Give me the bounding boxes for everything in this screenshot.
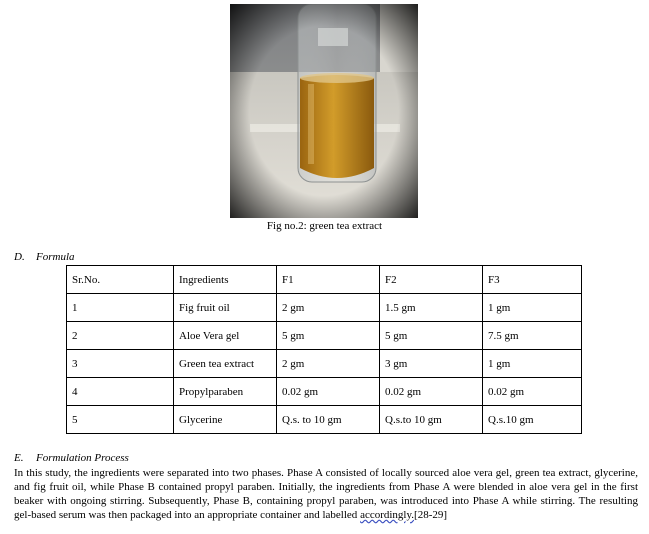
table-cell: Fig fruit oil (174, 294, 277, 322)
paragraph-text: In this study, the ingredients were separated into two phases. Phase A consisted of locally sourced aloe vera gel, green tea extract, glycerine, and fig fruit oil, while Phase B contained propyl paraben. Initially, the ingredients from Phase A were blended in aloe vera gel in the first beaker with ongoing stirring. Subsequently, Phase B, containing propyl paraben, was introduced into Phase A while stirring. The resulting gel-based serum was then packaged into an appropriate container and labelled (14, 467, 638, 521)
table-header-row (67, 266, 582, 294)
table-row (67, 350, 582, 378)
formulation-process-paragraph (14, 466, 638, 522)
header-cell: Sr.No. (67, 266, 174, 294)
spellcheck-marked-word: accordingly. (360, 509, 415, 521)
table-cell: 0.02 gm (277, 378, 380, 406)
table-row (67, 294, 582, 322)
table-cell: Green tea extract (174, 350, 277, 378)
table-cell: 5 (67, 406, 174, 434)
figure-caption: Fig no.2: green tea extract (266, 220, 383, 232)
header-cell: F3 (483, 266, 582, 294)
formula-table (66, 265, 582, 434)
table-cell: 1.5 gm (380, 294, 483, 322)
table-cell: 1 gm (483, 294, 582, 322)
section-d-title: Formula (36, 251, 75, 263)
table-cell: 3 (67, 350, 174, 378)
section-d-heading (14, 251, 75, 264)
header-cell: Ingredients (174, 266, 277, 294)
table-cell: 2 (67, 322, 174, 350)
table-row (67, 322, 582, 350)
green-tea-extract-photo (230, 4, 418, 218)
table-cell: 2 gm (277, 350, 380, 378)
table-cell: Q.s. to 10 gm (277, 406, 380, 434)
section-d-number: D. (14, 251, 25, 263)
header-cell: F1 (277, 266, 380, 294)
table-cell: Propylparaben (174, 378, 277, 406)
section-e-heading (14, 452, 129, 465)
table-row (67, 378, 582, 406)
table-cell: 5 gm (380, 322, 483, 350)
table-cell: Q.s.to 10 gm (380, 406, 483, 434)
table-cell: 2 gm (277, 294, 380, 322)
header-cell: F2 (380, 266, 483, 294)
jar-photo-illustration (230, 4, 418, 218)
table-cell: 0.02 gm (380, 378, 483, 406)
table-cell: 1 gm (483, 350, 582, 378)
table-cell: 7.5 gm (483, 322, 582, 350)
table-cell: 3 gm (380, 350, 483, 378)
table-row (67, 406, 582, 434)
table-cell: 5 gm (277, 322, 380, 350)
table-cell: Aloe Vera gel (174, 322, 277, 350)
section-e-title: Formulation Process (36, 452, 129, 464)
table-cell: 4 (67, 378, 174, 406)
table-cell: Q.s.10 gm (483, 406, 582, 434)
citation-reference: [28-29] (414, 509, 448, 521)
section-e-number: E. (14, 452, 24, 464)
table-cell: 0.02 gm (483, 378, 582, 406)
table-cell: Glycerine (174, 406, 277, 434)
table-cell: 1 (67, 294, 174, 322)
